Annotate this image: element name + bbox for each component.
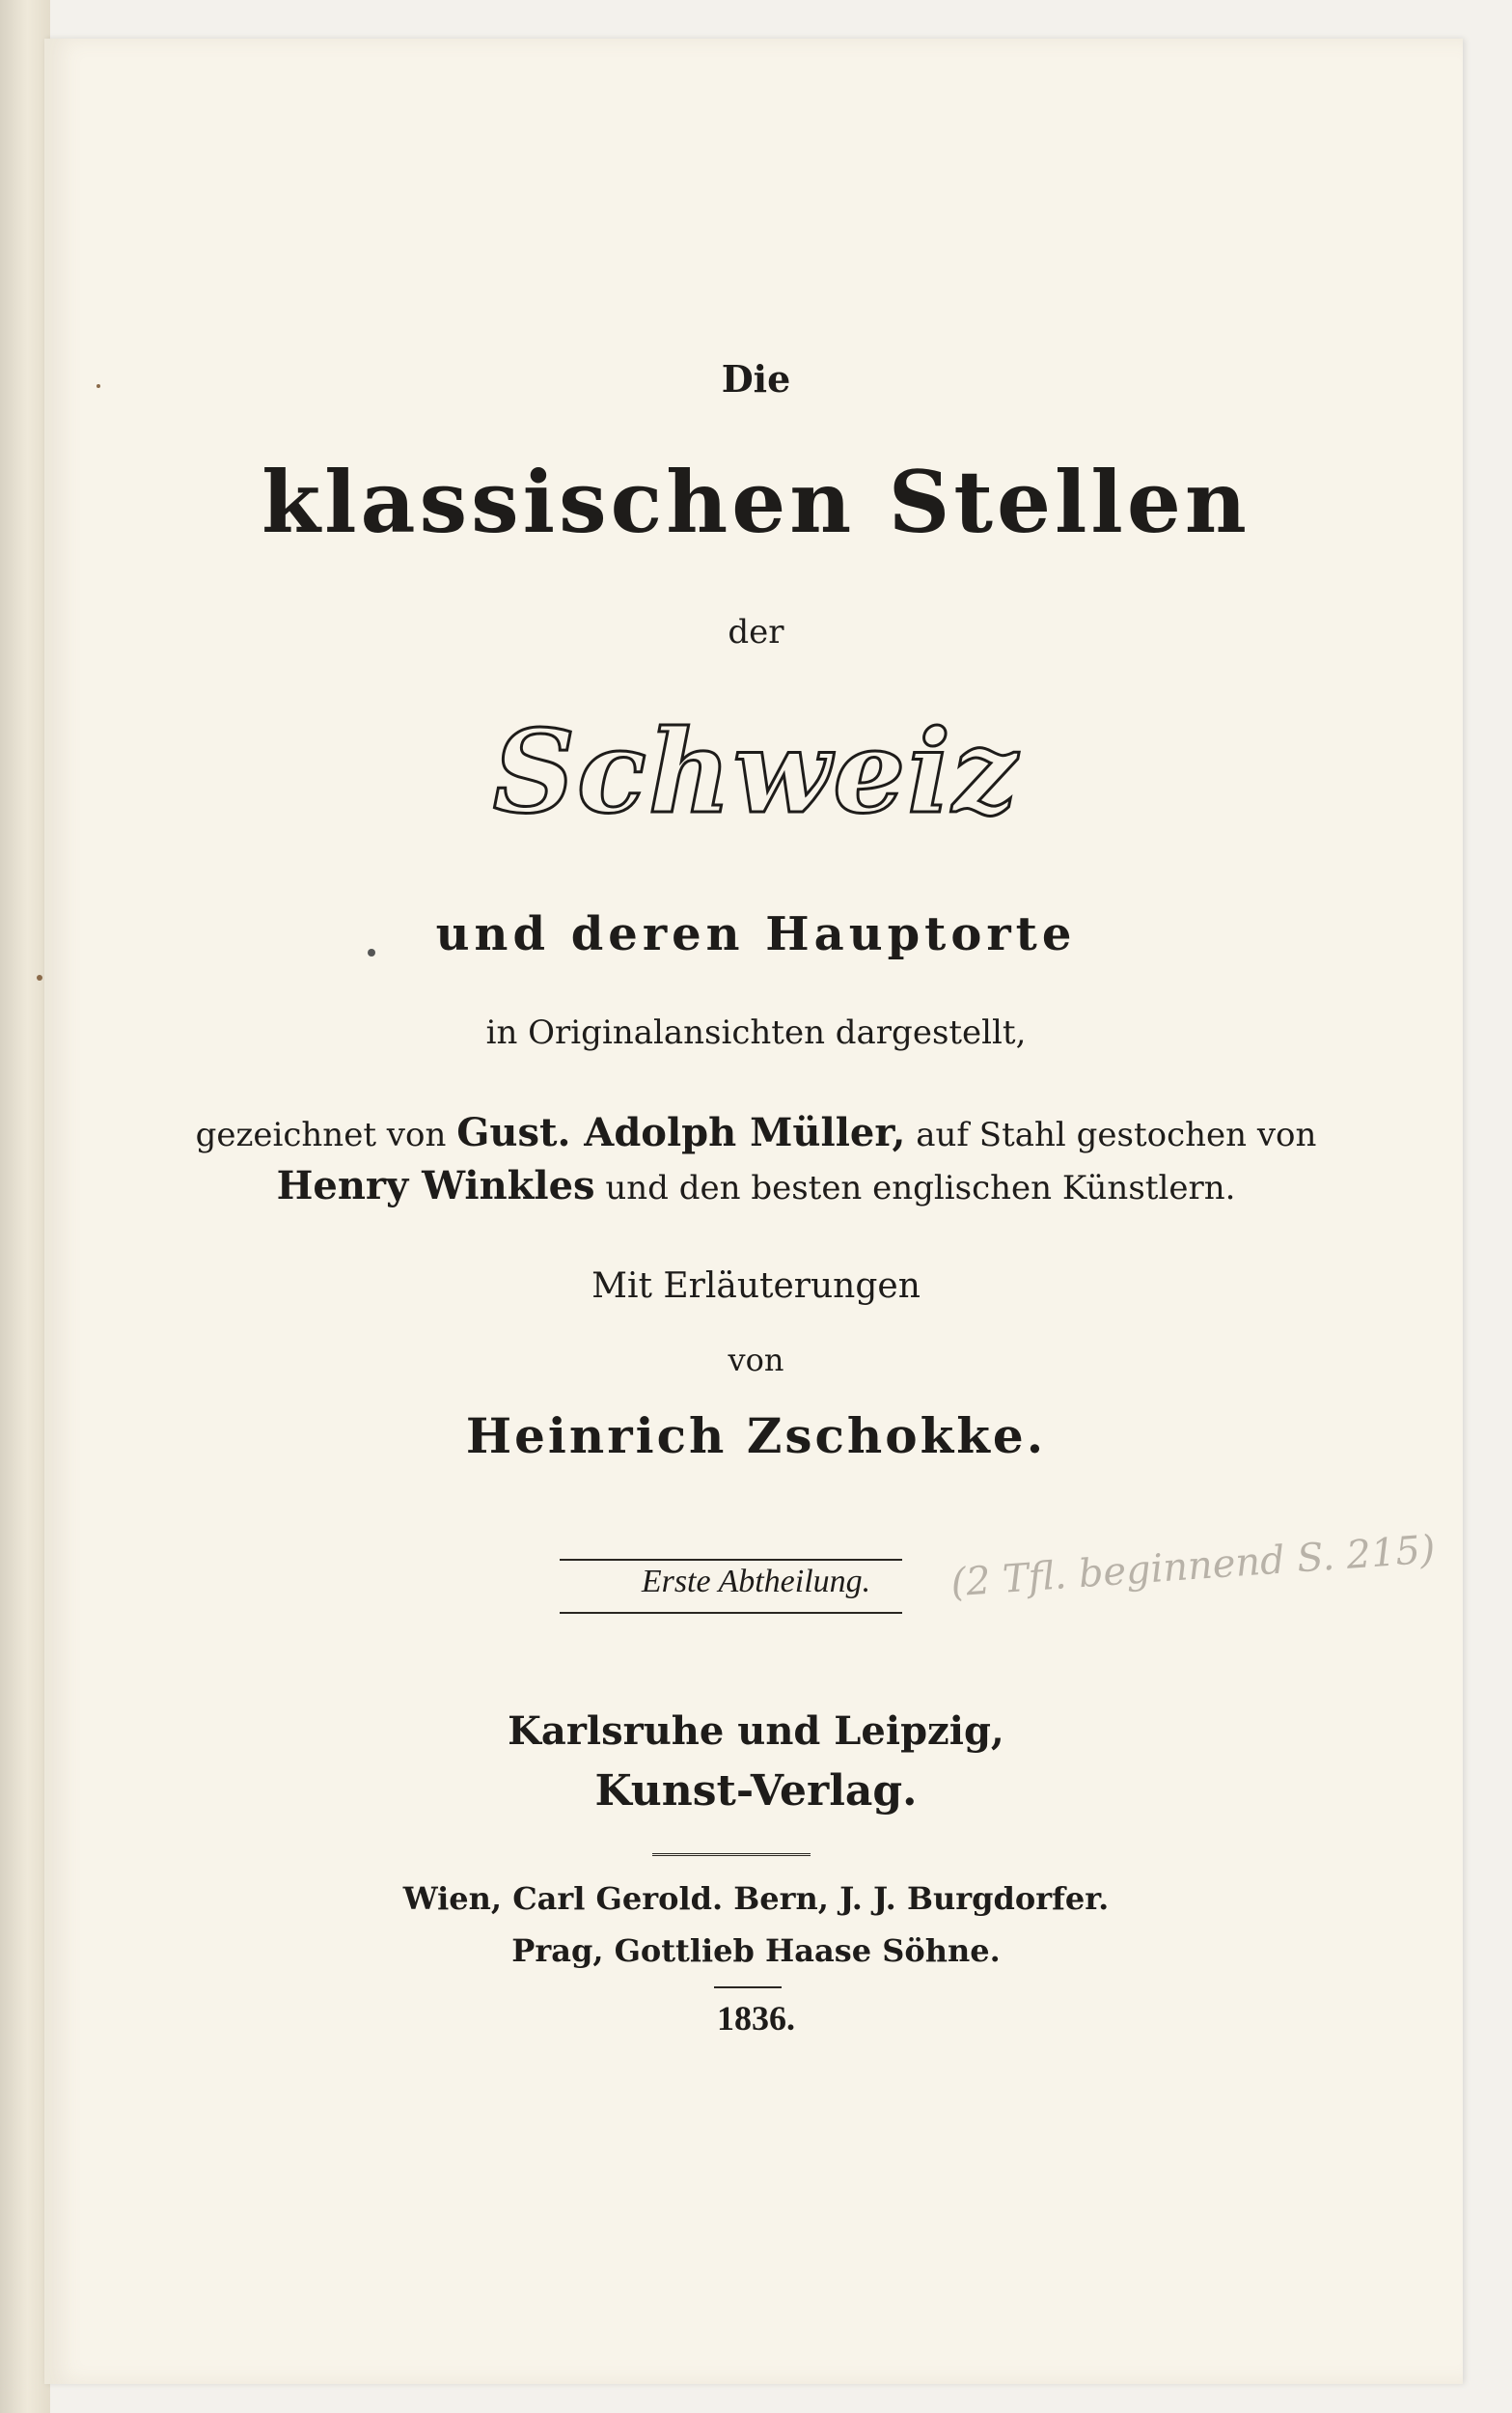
pencil-annotation: (2 Tfl. beginnend S. 215) (949, 1527, 1437, 1606)
illustrator-credit (0, 1110, 1512, 1155)
part-rule-top (560, 1559, 902, 1561)
publisher-place: Karlsruhe und Leipzig, (508, 1708, 1004, 1754)
title-connector: der (728, 613, 784, 652)
publisher-rule (652, 1853, 811, 1859)
part-label: Erste Abtheilung. (641, 1564, 871, 1599)
engraver-credit (0, 1163, 1512, 1208)
subtitle: und deren Hauptorte (435, 907, 1077, 961)
distributors-line-1: Wien, Carl Gerold. Bern, J. J. Burgdorfer. (402, 1880, 1110, 1917)
engraver-name: Henry Winkles (276, 1163, 595, 1208)
by-line: von (728, 1342, 784, 1378)
part-rule-bottom (560, 1612, 902, 1614)
year-rule (714, 1986, 782, 1988)
country-title: Schweiz (492, 705, 1020, 839)
publication-year: 1836. (717, 1999, 795, 2038)
distributors-line-2: Prag, Gottlieb Haase Söhne. (511, 1932, 1001, 1969)
presentation-line: in Originalansichten dargestellt, (485, 1013, 1027, 1052)
engraver-suffix: und den besten englischen Künstlern. (605, 1169, 1236, 1207)
commentary-line: Mit Erläuterungen (591, 1266, 921, 1306)
artist-name: Gust. Adolph Müller, (456, 1110, 906, 1155)
foxing-spot (37, 975, 42, 981)
credit-prefix: gezeichnet von (195, 1116, 447, 1154)
main-title: klassischen Stellen (261, 452, 1251, 552)
credit-suffix: auf Stahl gestochen von (916, 1116, 1317, 1154)
title-intro: Die (721, 357, 791, 401)
publisher-name: Kunst-Verlag. (594, 1766, 918, 1816)
author-name: Heinrich Zschokke. (465, 1407, 1047, 1464)
